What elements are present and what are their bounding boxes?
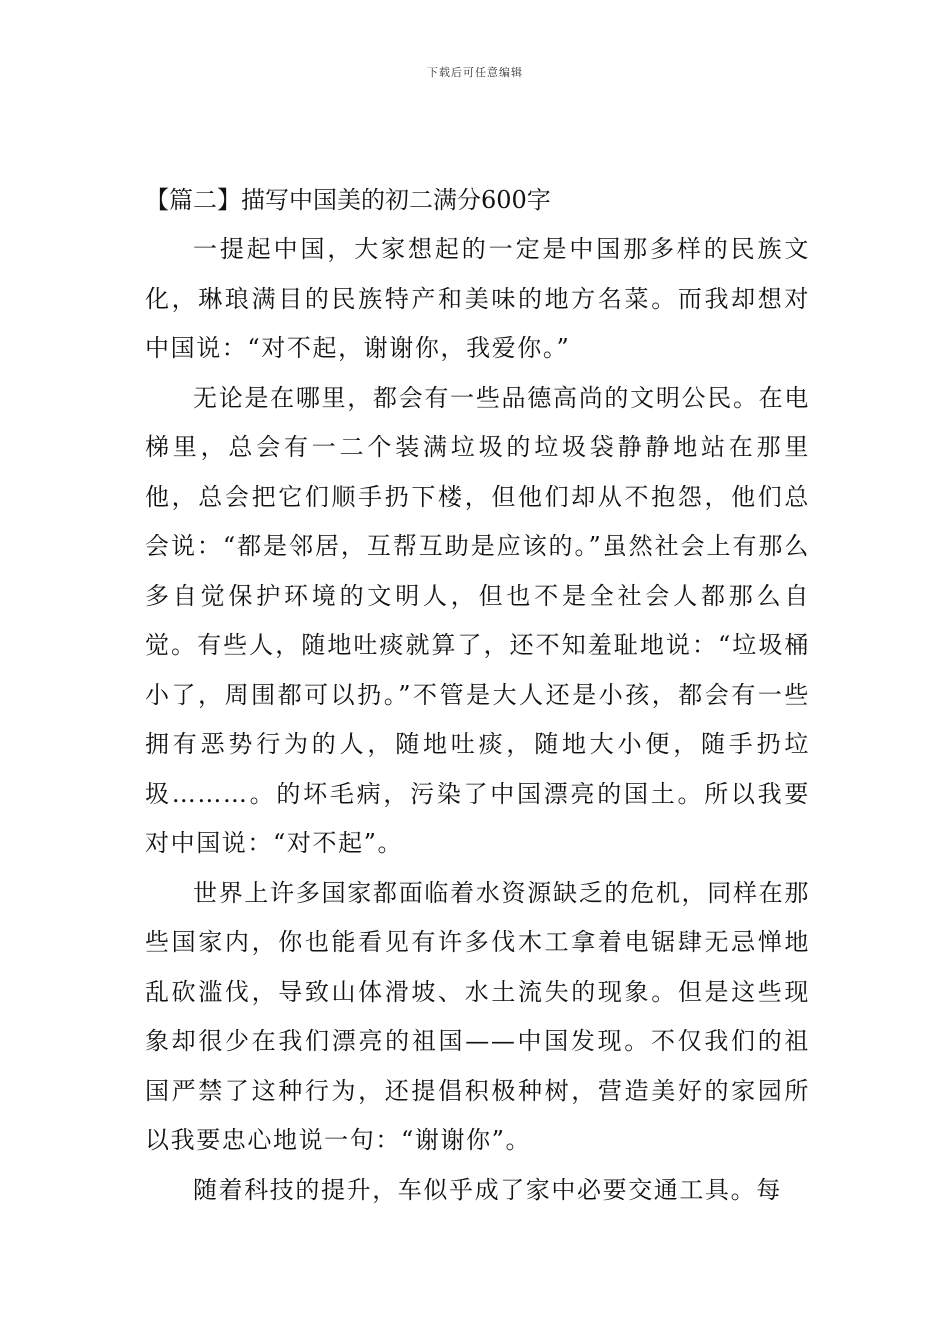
paragraph-1: 一提起中国，大家想起的一定是中国那多样的民族文化，琳琅满目的民族特产和美味的地方名菜。而我却想对中国说：“对不起，谢谢你，我爱你。” bbox=[145, 235, 810, 362]
document-title: 【篇二】描写中国美的初二满分600字 bbox=[145, 186, 551, 214]
paragraph-4: 随着科技的提升，车似乎成了家中必要交通工具。每 bbox=[193, 1175, 782, 1204]
paragraph-2: 无论是在哪里，都会有一些品德高尚的文明公民。在电梯里，总会有一二个装满垃圾的垃圾袋静静地站在那里他，总会把它们顺手扔下楼，但他们却从不抱怨，他们总会说：“都是邻居，互帮互助是应该的。”虽然社会上有那么多自觉保护环境的文明人，但也不是全社会人都那么自觉。有些人，随地吐痰就算了，还不知羞耻地说：“垃圾桶小了，周围都可以扔。”不管是大人还是小孩，都会有一些拥有恶势行为的人，随地吐痰，随地大小便，随手扔垃圾………。的坏毛病，污染了中国漂亮的国土。所以我要对中国说：“对不起”。 bbox=[145, 383, 810, 857]
paragraph-3: 世界上许多国家都面临着水资源缺乏的危机，同样在那些国家内，你也能看见有许多伐木工拿着电锯肆无忌惮地乱砍滥伐，导致山体滑坡、水土流失的现象。但是这些现象却很少在我们漂亮的祖国——中国发现。不仅我们的祖国严禁了这种行为，还提倡积极种树，营造美好的家园所以我要忠心地说一句：“谢谢你”。 bbox=[145, 878, 810, 1154]
header-note: 下载后可任意编辑 bbox=[427, 66, 523, 79]
document-body bbox=[145, 176, 810, 1215]
